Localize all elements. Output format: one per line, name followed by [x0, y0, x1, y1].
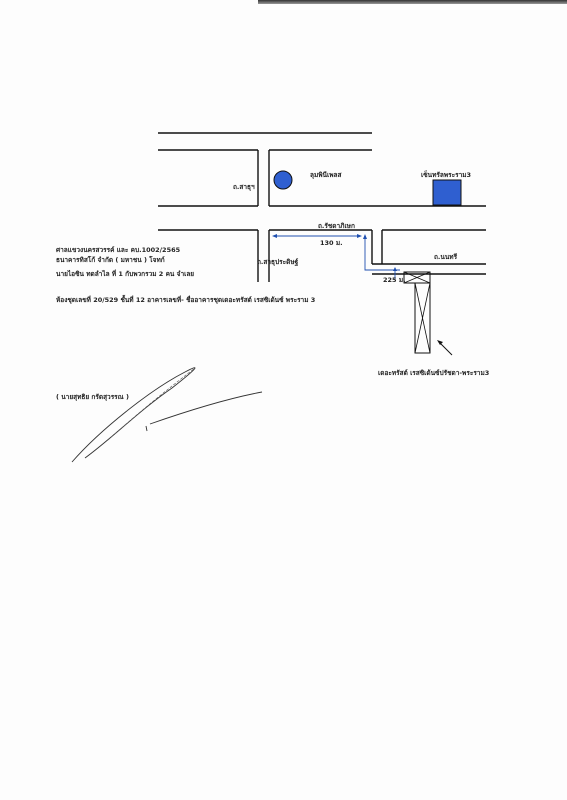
- map-label-distance: 225 ม.: [383, 276, 406, 284]
- arrow-head: [393, 267, 397, 271]
- property-line: ห้องชุดเลขที่ 20/529 ชั้นที่ 12 อาคารเลขที่- ชื่ออาคารชุดเดอะทรัสต์ เรสซิเด้นซ์ พระราม 3: [56, 296, 316, 304]
- court-case-line: ศาลแขวงนครสวรรค์ และ คบ.1002/2565: [56, 246, 181, 254]
- landmark-square: [433, 180, 461, 205]
- signature: [146, 426, 147, 431]
- arrow-head: [363, 234, 367, 239]
- map-label-road: ถ.รัชดาภิเษก: [318, 222, 355, 230]
- signer-name: ( นายสุทธิย กรัดสุวรรณ ): [56, 393, 129, 401]
- arrow-head: [272, 234, 277, 238]
- map-label-building: เดอะทรัสต์ เรสซิเด้นซ์ปรัชดา-พระราม3: [378, 369, 490, 377]
- arrow-head: [357, 234, 362, 238]
- map-label-landmark: ลุมพินีเพลส: [310, 171, 342, 179]
- map-label-road: ถ.สาธุประดิษฐ์: [257, 258, 299, 266]
- defendant-line: นายไอซิน ทดลำไล ที่ 1 กับพวกรวม 2 คน จำเลย: [56, 270, 195, 278]
- arrow-head: [437, 340, 443, 345]
- map-label-distance: 130 ม.: [320, 239, 343, 247]
- map-label-building: เซ็นทรัลพระราม3: [421, 171, 472, 179]
- map-label-road: ถ.สาธุฯ: [233, 183, 255, 191]
- plaintiff-line: ธนาคารทิสโก้ จำกัด ( มหาชน ) โจทก์: [56, 256, 165, 264]
- landmark-circle: [274, 171, 292, 189]
- map-label-road: ถ.นนทรี: [434, 253, 458, 261]
- signature: [150, 392, 262, 424]
